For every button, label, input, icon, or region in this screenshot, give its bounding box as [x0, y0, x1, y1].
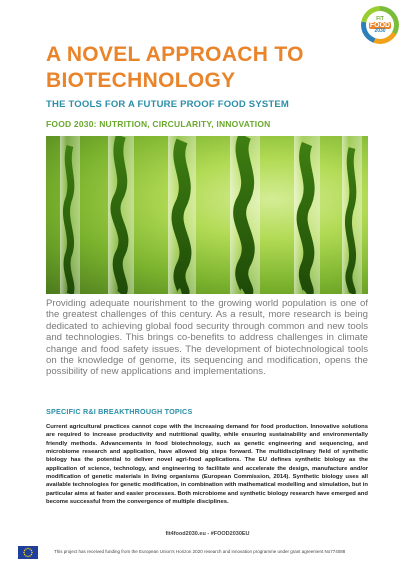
page-subtitle: THE TOOLS FOR A FUTURE PROOF FOOD SYSTEM — [46, 99, 290, 110]
intro-paragraph: Providing adequate nourishment to the growing world population is one of the greatest challenges of this century. As a result, more research is being dedicated to achieving global food security through common and new tools and technologies. This brings co-benefits to address challenges in climate change and food safety issues. The development of biotechnological tools on the knowledge of genome, its sequencing and modification, opens the possibility of new applications and implementations. — [46, 298, 368, 378]
body-paragraph: Current agricultural practices cannot cope with the increasing demand for food production. Innovative solutions are required to increase productivity and nutritional quality, while ensuring sustainability and environmentally friendly methods. Advancements in food biotechnology, such as genetic engineering and sequencing, and microbiome research and application, have allowed big steps forward. The multidisciplinary field of synthetic biology has the potential to deliver novel agri-food applications. The EU defines synthetic biology as the application of science, technology, and engineering to facilitate and accelerate the design, manufacture and/or modification of genetic materials in living organisms (European Commission, 2014). Synthetic biology uses all available technologies for genetic modification, in combination with mathematical modelling and simulation, but in particular aims at faster and easier processes. Both microbiome and synthetic biology research have emerged and become successful from the convergence of multiple disciplines. — [46, 424, 368, 506]
funding-statement: This project has received funding from the European Union's Horizon 2020 research and innovation programme under grant agreement No774088 — [54, 549, 346, 554]
eu-stars-icon — [18, 546, 38, 559]
tube-5 — [294, 136, 320, 294]
fit4food2030-logo — [361, 6, 399, 44]
tube-1 — [60, 136, 80, 294]
tube-2 — [108, 136, 134, 294]
logo-center — [366, 11, 394, 39]
tube-6 — [342, 136, 362, 294]
eu-flag-icon — [18, 546, 38, 559]
footer-links[interactable]: fit4food2030.eu - #FOOD2030EU — [165, 531, 250, 537]
tube-3 — [168, 136, 196, 294]
algae-tubes-illustration — [46, 136, 368, 294]
section-heading: SPECIFIC R&I BREAKTHROUGH TOPICS — [46, 407, 193, 416]
logo-text-food: FOOD — [369, 21, 391, 29]
tube-4 — [230, 136, 260, 294]
page-tagline: FOOD 2030: NUTRITION, CIRCULARITY, INNOVATION — [46, 119, 271, 129]
logo-text-year: 2030 — [374, 27, 386, 34]
page-title: A NOVEL APPROACH TO BIOTECHNOLOGY — [46, 43, 304, 92]
algae-tubes-photo — [46, 136, 368, 294]
logo-text-fit: FIT — [376, 15, 384, 22]
